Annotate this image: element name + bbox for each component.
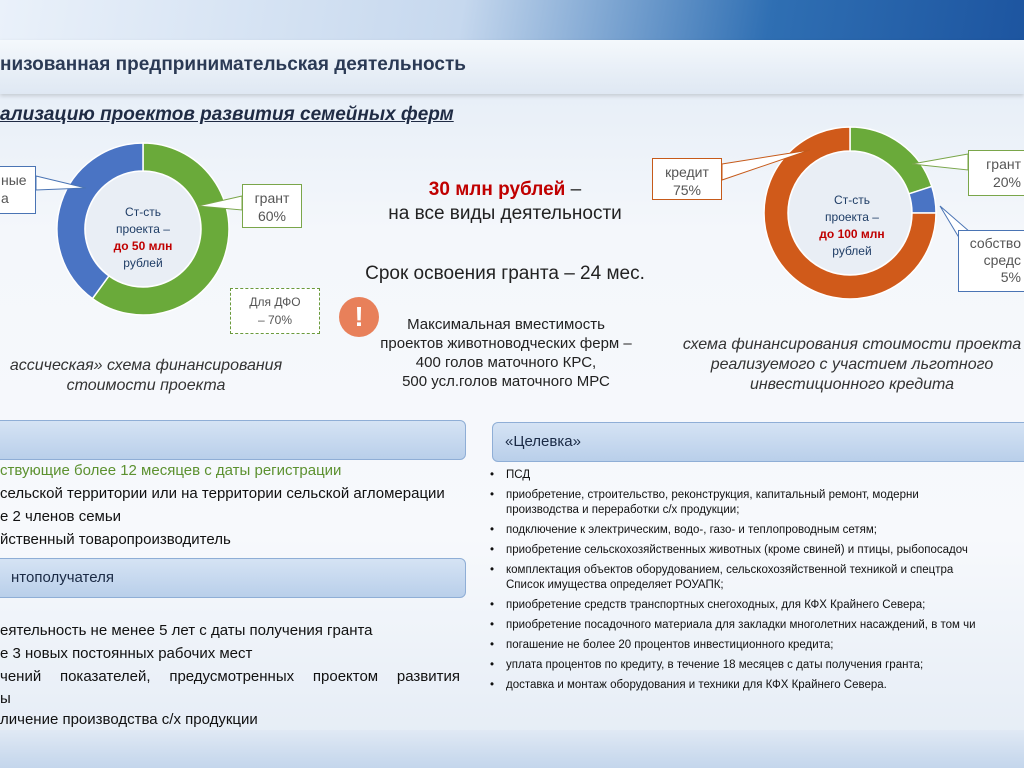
list-item: • приобретение, строительство, реконструкция, капитальный ремонт, модерни: [490, 488, 1024, 503]
grant-amount-value: 30 млн рублей: [428, 179, 566, 200]
right-center-line-2: проекта –: [825, 210, 879, 224]
obligation-item: чений показателей, предусмотренных проектом развития: [0, 668, 460, 685]
obligations-header[interactable]: [0, 558, 466, 598]
list-item: • ПСД: [490, 468, 1024, 483]
left-callout-own-line-1: ные: [1, 172, 27, 188]
right-callout-own-line-1: собство: [969, 235, 1021, 251]
warning-icon: !: [339, 297, 379, 337]
capacity-line-4: 500 усл.голов маточного МРС: [402, 373, 610, 390]
list-item: • приобретение сельскохозяйственных животных (кроме свиней) и птицы, рыбопосадоч: [490, 543, 1024, 558]
criteria-item: е 2 членов семьи: [0, 508, 122, 525]
list-item: • подключение к электрическим, водо-, газо- и теплопроводным сетям;: [490, 523, 1024, 538]
left-donut-center-label: [93, 204, 193, 272]
left-caption-line-1: ассическая» схема финансирования: [9, 357, 283, 374]
right-center-line-3: до 100 млн: [819, 227, 885, 241]
left-callout-grant-line-1: грант: [254, 190, 290, 206]
obligation-item: ы: [0, 690, 11, 707]
right-callout-own-line-2: средс: [983, 252, 1021, 268]
capacity-line-1: Максимальная вместимость: [407, 316, 605, 333]
list-item: • уплата процентов по кредиту, в течение 18 месяцев с даты получения гранта;: [490, 658, 1024, 673]
left-callout-grant: [242, 184, 302, 228]
left-callout-own-line-2: а: [1, 190, 9, 206]
right-callout-credit-line-1: кредит: [665, 164, 709, 180]
criteria-item: йственный товаропроизводитель: [0, 531, 231, 548]
targeted-use-list: [490, 468, 1024, 698]
right-center-line-1: Ст-сть: [834, 193, 870, 207]
criteria-item: сельской территории или на территории сельской агломерации: [0, 485, 445, 502]
capacity-text: [350, 315, 662, 391]
obligations-header-label: нтополучателя: [11, 569, 114, 586]
left-chart-caption: [0, 356, 296, 396]
left-center-line-2: проекта –: [116, 222, 170, 236]
list-item: • комплектация объектов оборудованием, сельскохозяйственной техникой и спецтра: [490, 563, 1024, 578]
list-item-continuation: Список имущества определяет РОУАПК;: [506, 579, 724, 591]
capacity-line-2: проектов животноводческих ферм –: [380, 335, 632, 352]
obligation-item: еятельность не менее 5 лет с даты получения гранта: [0, 622, 373, 639]
right-callout-grant-line-1: грант: [986, 156, 1021, 172]
left-center-line-1: Ст-сть: [125, 205, 161, 219]
obligation-item: личение производства с/х продукции: [0, 711, 258, 728]
grant-amount-dash: –: [565, 179, 582, 200]
left-caption-line-2: стоимости проекта: [66, 377, 226, 394]
top-decoration-band: [0, 0, 1024, 40]
left-callout-dfo: [230, 288, 320, 334]
right-callout-credit: [652, 158, 722, 200]
targeted-use-header[interactable]: [492, 422, 1024, 462]
list-item: • доставка и монтаж оборудования и техники для КФХ Крайнего Севера.: [490, 678, 1024, 693]
left-center-line-4: рублей: [123, 256, 163, 270]
right-chart-caption: [664, 335, 1024, 395]
left-callout-dfo-line-2: – 70%: [257, 313, 293, 327]
criteria-item: ствующие более 12 месяцев с даты регистрации: [0, 462, 342, 479]
right-callout-credit-line-2: 75%: [672, 182, 702, 198]
bottom-decoration-band: [0, 730, 1024, 768]
right-caption-line-2: реализуемого с участием льготного: [710, 356, 994, 373]
list-item: • погашение не более 20 процентов инвестиционного кредита;: [490, 638, 1024, 653]
right-callout-grant: [968, 150, 1024, 196]
list-item: • приобретение средств транспортных снегоходных, для КФХ Крайнего Севера;: [490, 598, 1024, 613]
right-caption-line-1: схема финансирования стоимости проекта: [682, 336, 1022, 353]
right-center-line-4: рублей: [832, 244, 872, 258]
left-callout-own: [0, 166, 36, 214]
list-item: • приобретение посадочного материала для закладки многолетних насаждений, в том чи: [490, 618, 1024, 633]
obligation-item: е 3 новых постоянных рабочих мест: [0, 645, 253, 662]
left-center-line-3: до 50 млн: [113, 239, 173, 253]
right-callout-own: [958, 230, 1024, 292]
grant-term: Срок освоения гранта – 24 мес.: [365, 263, 645, 284]
right-caption-line-3: инвестиционного кредита: [749, 376, 955, 393]
list-item-continuation: производства и переработки с/х продукции;: [506, 504, 740, 516]
right-callout-own-line-3: 5%: [1000, 269, 1021, 285]
page-subtitle: ализацию проектов развития семейных ферм: [0, 104, 454, 125]
left-callout-grant-line-2: 60%: [257, 208, 287, 224]
page-title: низованная предпринимательская деятельность: [0, 54, 466, 75]
right-donut-center-label: [800, 192, 904, 260]
criteria-header[interactable]: [0, 420, 466, 460]
targeted-use-header-label: «Целевка»: [505, 433, 581, 450]
capacity-line-3: 400 голов маточного КРС,: [415, 354, 597, 371]
left-callout-dfo-line-1: Для ДФО: [249, 295, 301, 309]
grant-amount-scope: на все виды деятельности: [388, 203, 622, 224]
right-callout-grant-line-2: 20%: [992, 174, 1021, 190]
grant-amount: [340, 178, 670, 226]
title-bar: [0, 40, 1024, 94]
